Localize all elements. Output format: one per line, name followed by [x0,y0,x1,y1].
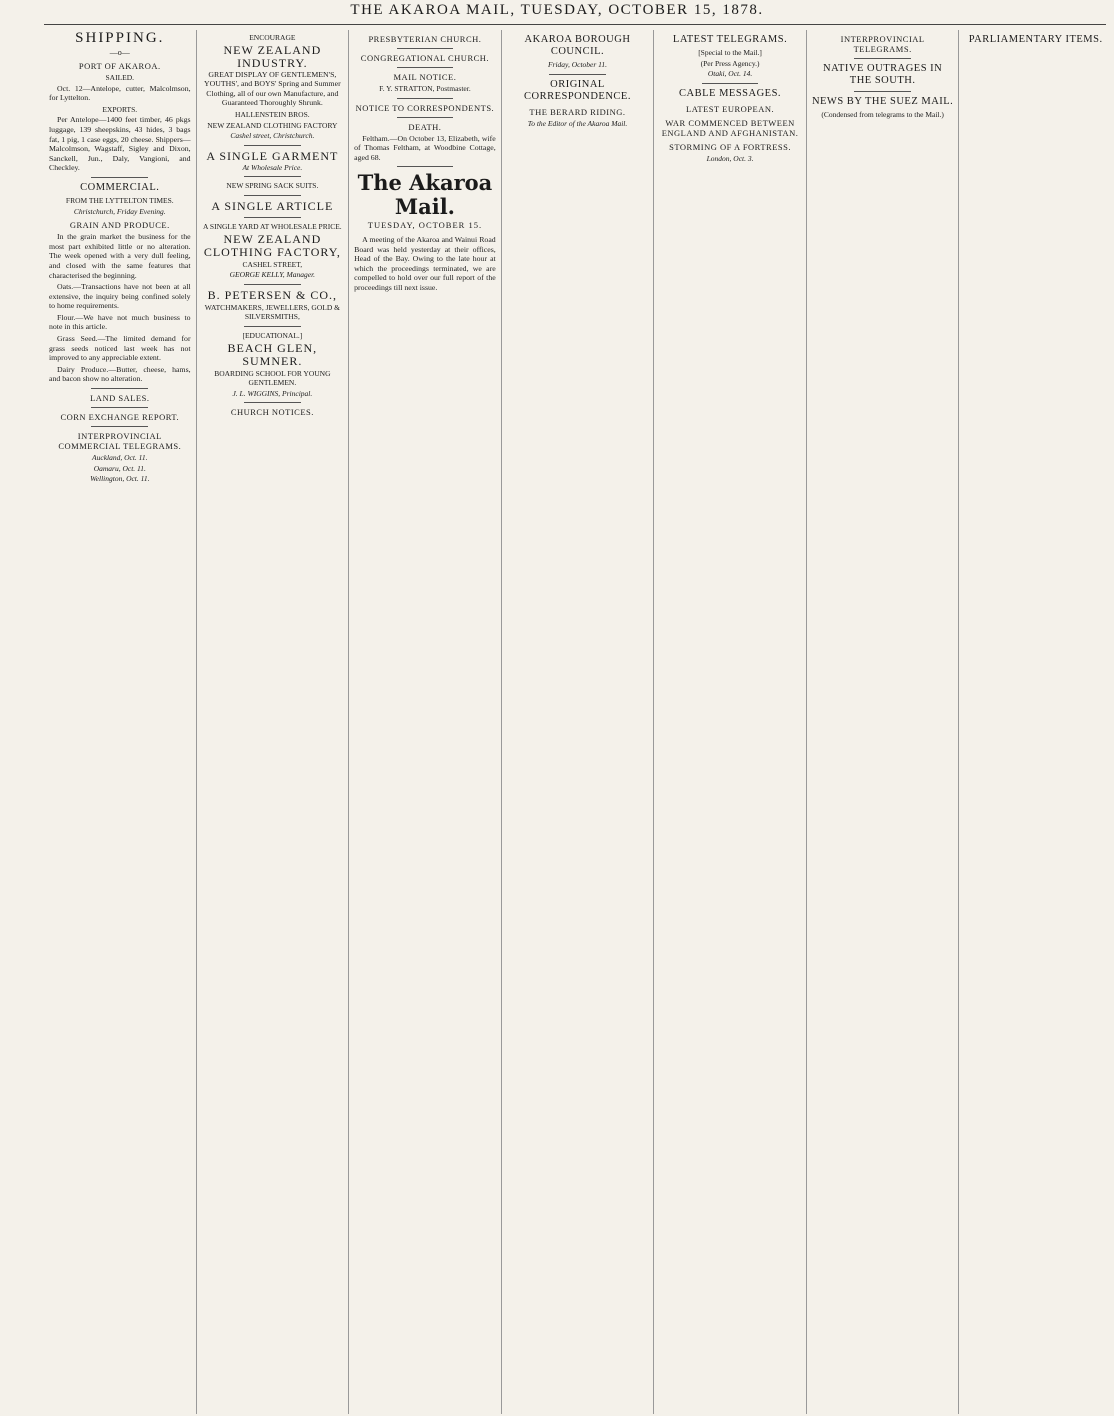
otaki-dateline: Otaki, Oct. 14. [707,69,753,79]
borough-dateline: Friday, October 11. [547,60,607,69]
wellington-dateline: Wellington, Oct. 11. [90,474,150,484]
storming-heading: STORMING OF A FORTRESS. [669,141,791,152]
exports-label: EXPORTS. [102,104,138,114]
column-notices-leader [349,30,502,1414]
cable-heading: CABLE MESSAGES. [679,87,782,99]
leader-text: A meeting of the Akaroa and Wainui Road Board was held yesterday at their offices, Head of the Bay. Owing to the late hour at which the proceedings terminated, we are compelled to hold over our full report of the proceedings till next issue. [354,234,496,292]
petersen-name: B. PETERSEN & CO., [207,287,338,302]
great-display-text: GREAT DISPLAY OF GENTLEMEN'S, YOUTHS', and BOYS' Spring and Summer Clothing, all of our own Manufacture, and Guaranteed Thoroughly Shrunk. [204,69,341,108]
divider [91,388,148,389]
divider [397,67,454,68]
port-heading: PORT OF AKAROA. [78,61,161,71]
kelly-text: GEORGE KELLY, Manager. [229,270,316,280]
petersen-ad [202,289,344,322]
parliamentary-heading: PARLIAMENTARY ITEMS. [968,34,1103,45]
war-heading: WAR COMMENCED BETWEEN ENGLAND AND AFGHANISTAN. [661,117,799,138]
corn-heading: CORN EXCHANGE REPORT. [60,412,180,423]
column-news [807,30,960,1414]
grain-heading: GRAIN AND PRODUCE. [69,220,170,231]
beach-glen-ad [202,331,344,398]
shipping-heading: SHIPPING. [75,30,165,46]
wholesale-text: At Wholesale Price. [242,162,303,172]
divider [91,177,148,178]
press-label: (Per Press Agency.) [700,58,760,68]
death-heading: DEATH. [408,121,442,132]
borough-heading: AKAROA BOROUGH COUNCIL. [524,34,631,57]
single-yard-ad [202,222,344,280]
divider [244,326,301,327]
mail-notice-heading: MAIL NOTICE. [393,72,457,82]
oamaru-dateline: Oamaru, Oct. 11. [93,463,146,473]
native-heading: NATIVE OUTRAGES IN THE SOUTH. [823,63,943,86]
suez-heading: NEWS BY THE SUEZ MAIL. [811,96,954,107]
oats-text: Oats.—Transactions have not been at all extensive, the inquiry being confined solely to home requirements. [49,282,191,311]
cashel-address: Cashel street, Christchurch. [230,131,315,141]
land-heading: LAND SALES. [90,393,150,404]
death-text: Feltham.—On October 13, Elizabeth, wife of Thomas Feltham, at Woodbine Cottage, aged 68. [354,133,496,162]
single-article-ad [202,200,344,213]
petersen-sub: WATCHMAKERS, JEWELLERS, GOLD & SILVERSMITHS, [204,302,340,322]
divider [244,284,301,285]
sailed-text: Oct. 12—Antelope, cutter, Malcolmson, for Lyttelton. [49,83,191,103]
newspaper-columns [44,30,1112,1414]
exports-text: Per Antelope—1400 feet timber, 46 pkgs luggage, 139 sheepskins, 43 hides, 3 bags fat, 1 pig, 1 case eggs, 20 cheese. Shippers—Malcolmson, Wagstaff, Sigley and Dixon, Sanckell, Jun., Daly, Vangioni, and Checkley. [49,115,191,173]
masthead: THE AKAROA MAIL, TUESDAY, OCTOBER 15, 1878. [350,2,764,18]
single-article-text: A SINGLE ARTICLE [211,198,334,213]
grass-text: Grass Seed.—The limited demand for grass seeds noticed last week has not improved to any appreciable extent. [49,334,191,363]
divider [397,166,454,167]
from-place: Christchurch, Friday Evening. [73,206,166,216]
column-telegrams [654,30,807,1414]
editor-line: To the Editor of the Akaroa Mail. [527,118,628,128]
correspondents-heading: NOTICE TO CORRESPONDENTS. [355,102,495,113]
from-times: FROM THE LYTTELTON TIMES. [65,195,174,205]
london-dateline: London, Oct. 3. [706,153,754,163]
paper-title: The Akaroa Mail. [357,170,493,220]
hallenstein-ad [202,33,344,141]
divider [91,407,148,408]
divider [244,402,301,403]
column-parliament [959,30,1112,1414]
column-shipping-commercial [44,30,197,1414]
divider [549,74,606,75]
masthead-rule [44,24,1106,25]
divider [244,217,301,218]
condensed-label: (Condensed from telegrams to the Mail.) [821,110,944,119]
column-advertisements [197,30,350,1414]
cashel-street-text: CASHEL STREET, [242,259,303,269]
sack-suits-text: NEW SPRING SACK SUITS. [226,181,319,191]
beach-glen-name: BEACH GLEN, SUMNER. [227,340,318,368]
divider [244,195,301,196]
single-garment-ad [202,150,344,173]
encourage-text: ENCOURAGE [249,33,296,42]
intercolonial-heading: INTERPROVINCIAL COMMERCIAL TELEGRAMS. [58,431,182,452]
dairy-text: Dairy Produce.—Butter, cheese, hams, and bacon show no alteration. [49,364,191,384]
clothing-factory-text: NEW ZEALAND CLOTHING FACTORY, [203,231,341,259]
interprovincial-heading: INTERPROVINCIAL TELEGRAMS. [840,34,925,54]
european-heading: LATEST EUROPEAN. [686,103,775,114]
original-heading: ORIGINAL CORRESPONDENCE. [524,78,631,102]
divider [244,176,301,177]
postmaster-text: F. Y. STRATTON, Postmaster. [379,84,471,93]
divider [91,426,148,427]
nz-industry-text: NEW ZEALAND INDUSTRY. [223,42,322,70]
sack-suits-ad [202,181,344,191]
divider [397,98,454,99]
special-label: [Special to the Mail.] [698,48,762,57]
leader-dateline: TUESDAY, OCTOBER 15. [367,220,483,231]
flour-text: Flour.—We have not much business to note in this article. [49,312,191,332]
divider [854,91,911,92]
boarding-text: BOARDING SCHOOL FOR YOUNG GENTLEMEN. [214,368,331,388]
ornament: —o— [109,48,130,57]
divider [854,58,911,59]
commercial-heading: COMMERCIAL. [80,181,160,193]
hallenstein-name: HALLENSTEIN BROS. [235,109,310,119]
auckland-dateline: Auckland, Oct. 11. [92,453,148,463]
single-garment-text: A SINGLE GARMENT [206,148,339,163]
divider [244,145,301,146]
divider [397,48,454,49]
single-yard-text: A SINGLE YARD AT WHOLESALE PRICE. [203,221,342,231]
divider [397,117,454,118]
presbyterian-heading: PRESBYTERIAN CHURCH. [368,34,482,44]
berard-heading: THE BERARD RIDING. [529,106,626,117]
church-heading: CHURCH NOTICES. [230,407,314,418]
latest-heading: LATEST TELEGRAMS. [672,34,788,45]
congregational-heading: CONGREGATIONAL CHURCH. [360,53,490,63]
educational-label: [EDUCATIONAL.] [242,330,303,340]
sailed-label: SAILED. [105,73,135,82]
divider [702,83,759,84]
column-council [502,30,655,1414]
factory-name: NEW ZEALAND CLOTHING FACTORY [207,120,338,130]
wiggins-text: J. L. WIGGINS, Principal. [232,388,313,398]
grain-text: In the grain market the business for the most part exhibited little or no alteration. The week opened with a very dull feeling, and closed with the same features that characterised the beginning. [49,232,191,280]
